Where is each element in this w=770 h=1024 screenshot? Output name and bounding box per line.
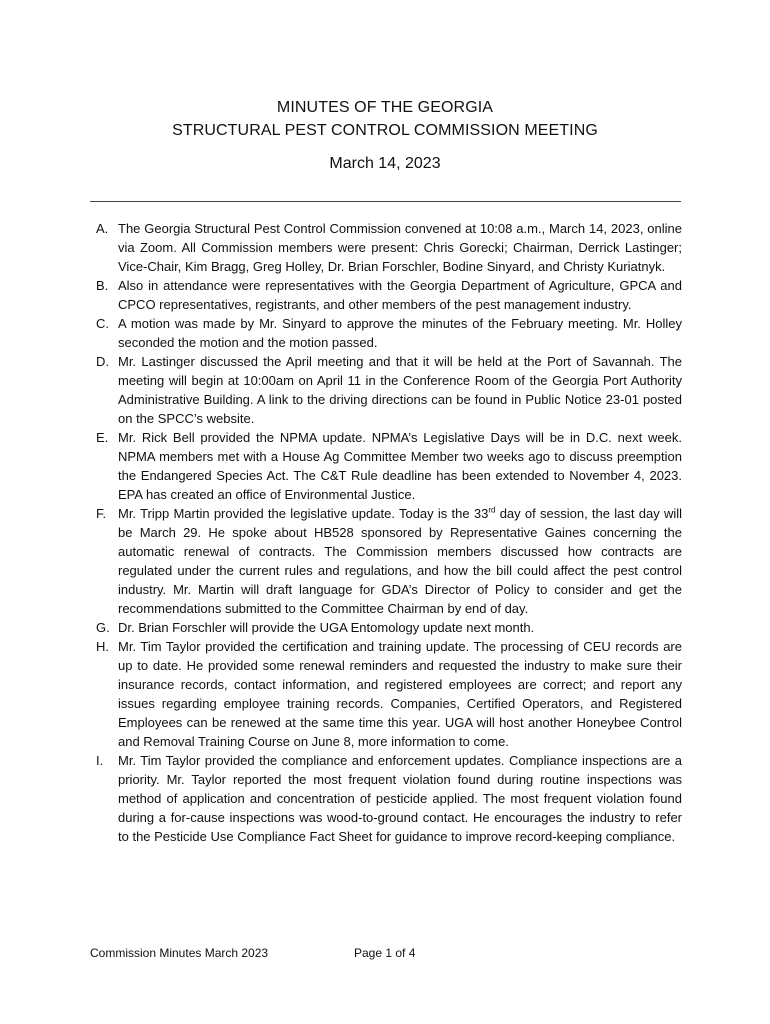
list-item bbox=[90, 219, 682, 276]
item-text: A motion was made by Mr. Sinyard to approve the minutes of the February meeting. Mr. Holley seconded the motion and the motion passed. bbox=[118, 316, 682, 350]
footer-page-number: Page 1 of 4 bbox=[354, 946, 416, 960]
list-item bbox=[90, 618, 682, 637]
ordinal-suffix: rd bbox=[488, 505, 496, 515]
item-label: B. bbox=[96, 278, 109, 293]
list-item bbox=[90, 751, 682, 846]
list-item bbox=[90, 504, 682, 618]
item-label: D. bbox=[96, 354, 109, 369]
list-item bbox=[90, 428, 682, 504]
item-text-part: Mr. Tripp Martin provided the legislative update. Today is the 33 bbox=[118, 506, 489, 521]
item-label: E. bbox=[96, 430, 109, 445]
list-item bbox=[90, 276, 682, 314]
item-text: Dr. Brian Forschler will provide the UGA Entomology update next month. bbox=[118, 620, 535, 635]
item-label: G. bbox=[96, 620, 110, 635]
title-block bbox=[0, 96, 770, 175]
meeting-date: March 14, 2023 bbox=[329, 155, 441, 172]
list-item bbox=[90, 637, 682, 751]
item-text: Also in attendance were representatives with the Georgia Department of Agriculture, GPCA and CPCO representatives, registrants, and other members of the pest management industry. bbox=[118, 278, 682, 312]
item-text: Mr. Rick Bell provided the NPMA update. NPMA’s Legislative Days will be in D.C. next week. NPMA members met with a House Ag Committee Member two weeks ago to discuss preemption the Endangered Species Act. The C&T Rule deadline has been extended to November 4, 2023. EPA has created an office of Environmental Justice. bbox=[118, 430, 682, 502]
header-divider bbox=[90, 201, 681, 202]
item-text: Mr. Lastinger discussed the April meeting and that it will be held at the Port of Savannah. The meeting will begin at 10:00am on April 11 in the Conference Room of the Georgia Port Authority Administrative Building. A link to the driving directions can be found in Public Notice 23-01 posted on the SPCC’s website. bbox=[118, 354, 682, 426]
item-label: F. bbox=[96, 506, 107, 521]
title-line-1: MINUTES OF THE GEORGIA bbox=[276, 99, 494, 116]
item-label: A. bbox=[96, 221, 109, 236]
item-text: The Georgia Structural Pest Control Commission convened at 10:08 a.m., March 14, 2023, online via Zoom. All Commission members were present: Chris Gorecki; Chairman, Derrick Lastinger; Vice-Chair, Kim Bragg, Greg Holley, Dr. Brian Forschler, Bodine Sinyard, and Christy Kuriatnyk. bbox=[118, 221, 682, 274]
item-text: Mr. Tim Taylor provided the certification and training update. The processing of CEU records are up to date. He provided some renewal reminders and requested the industry to make sure their insurance records, contact information, and registered employees are correct; and report any issues regarding employee training records. Companies, Certified Operators, and Registered Employees can be renewed at the same time this year. UGA will host another Honeybee Control and Removal Training Course on June 8, more information to come. bbox=[118, 639, 682, 749]
title-line-2: STRUCTURAL PEST CONTROL COMMISSION MEETING bbox=[172, 122, 598, 139]
item-text bbox=[118, 504, 682, 618]
list-item bbox=[90, 314, 682, 352]
footer-document-name: Commission Minutes March 2023 bbox=[90, 946, 269, 960]
item-text: Mr. Tim Taylor provided the compliance and enforcement updates. Compliance inspections are a priority. Mr. Taylor reported the most frequent violation found during routine inspections was method of application and concentration of pesticide applied. The most frequent violation found during a for-cause inspections was wood-to-ground contact. He encourages the industry to refer to the Pesticide Use Compliance Fact Sheet for guidance to improve record-keeping compliance. bbox=[118, 753, 682, 844]
item-label: I. bbox=[96, 753, 104, 768]
list-item bbox=[90, 352, 682, 428]
item-text-part: day of session, the last day will be March 29. He spoke about HB528 sponsored by Representative Gaines concerning the automatic renewal of contracts. The Commission members discussed how contracts are regulated under the current rules and regulations, and how the bill could affect the pest control industry. Mr. Martin will draft language for GDA’s Director of Policy to consider and get the recommendations submitted to the Committee Chairman by end of day. bbox=[118, 506, 682, 616]
item-label: C. bbox=[96, 316, 109, 331]
minutes-list bbox=[90, 219, 682, 846]
item-label: H. bbox=[96, 639, 109, 654]
